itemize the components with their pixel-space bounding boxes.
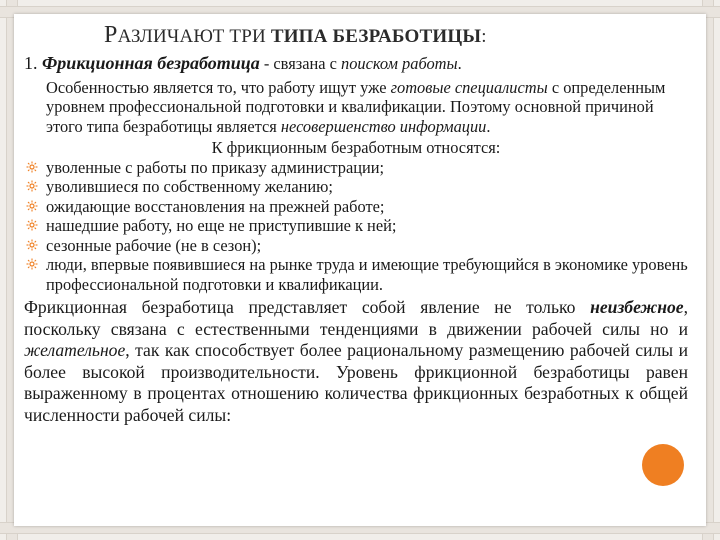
bullet-text: уволившиеся по собственному желанию; [46,177,333,196]
bullet-text: сезонные рабочие (не в сезон); [46,235,262,255]
slide-body [24,54,688,426]
feature-text-2: с определенным уровнем профессиональной подготовки и квалификации. Поэтому основной причиной этого типа безработицы является [46,77,666,136]
conclusion-text-2: , поскольку связана с естественными тенденциями в движении рабочей силы но и [24,297,688,339]
intro-desc-italic: поиском работы [341,54,458,73]
conclusion-paragraph [24,297,688,426]
feature-italic-2: несовершенство информации [280,116,487,136]
feature-paragraph [24,78,688,137]
intro-line [24,54,688,74]
list-heading: К фрикционным безработным относятся: [211,138,501,157]
conclusion-emphasis-2: желательное [24,340,126,360]
list-item [24,177,688,197]
conclusion-text-1: Фрикционная безработица представляет собой явление не только [24,297,591,317]
title-colon: : [481,26,487,47]
sun-bullet-icon [26,161,38,173]
list-item [24,255,688,294]
bullet-text: ожидающие восстановления на прежней работе; [46,196,385,216]
sun-bullet-icon [26,258,38,270]
sun-bullet-icon [26,239,38,251]
title-bold: ТИПА БЕЗРАБОТИЦЫ [270,26,482,47]
feature-text-end: . [486,116,491,136]
feature-text-1: Особенностью является то, что работу ищут уже [46,77,391,97]
bullet-text: уволенные с работы по приказу администрации; [46,157,385,177]
intro-number: 1. [24,53,42,73]
sun-bullet-icon [26,180,38,192]
conclusion-emphasis-1: неизбежное [590,297,684,317]
intro-desc: - связана с [259,54,342,73]
orange-accent-circle [642,444,684,486]
title-lead: АЗЛИЧАЮТ ТРИ [117,26,271,47]
slide-title [104,22,487,49]
list-item [24,158,688,178]
bullet-text: люди, впервые появившиеся на рынке труда и имеющие требующийся в экономике уровень профессиональной подготовки и квалификации. [46,255,688,294]
title-initial: Р [104,22,118,48]
list-item [24,197,688,217]
sun-bullet-icon [26,200,38,212]
bullet-list [24,158,688,295]
intro-term: Фрикционная безработица [42,53,260,73]
list-item [24,216,688,236]
bullet-text: нашедшие работу, но еще не приступившие к ней; [46,216,397,235]
conclusion-text-3: , так как способствует более рациональному размещению рабочей силы и более высокой производительности. Уровень фрикционной безработицы равен выраженному в процентах отношению количества фрикционных безработных к общей численности рабочей силы: [24,340,688,425]
list-item [24,236,688,256]
intro-desc-end: . [457,54,462,73]
sun-bullet-icon [26,219,38,231]
feature-italic-1: готовые специалисты [390,77,548,97]
